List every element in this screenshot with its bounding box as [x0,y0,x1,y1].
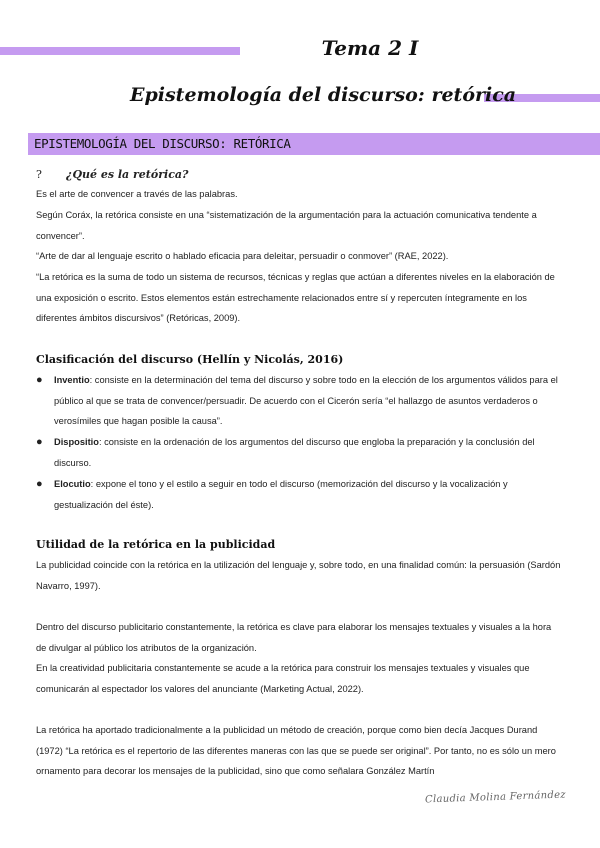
intro-paragraph: Es el arte de convencer a través de las palabras. [36,189,238,199]
term-dispositio: Dispositio [54,437,99,447]
list-item [36,370,564,432]
intro-paragraph: “Arte de dar al lenguaje escrito o hablado eficacia para deleitar, persuadir o conmover” (RAE, 2022). [36,251,449,261]
section-banner-label: EPISTEMOLOGÍA DEL DISCURSO: RETÓRICA [34,136,291,151]
list-item [36,432,564,473]
classification-heading: Clasificación del discurso (Hellín y Nicolás, 2016) [36,353,344,366]
term-elocutio: Elocutio [54,479,91,489]
question-heading [36,168,188,181]
intro-paragraph: Según Coráx, la retórica consiste en una “sistematización de la argumentación para la actuación comunicativa tendente a convencer”. [36,210,537,241]
term-description: : consiste en la determinación del tema del discurso y sobre todo en la elección de los argumentos válidos para el público al que se trata de convencer/persuadir. De acuerdo con el Cicerón sería “el hallazgo de asuntos verdaderos o verosímiles que hagan posible la causa”. [54,375,558,427]
section-banner [28,133,600,155]
question-text: ¿Qué es la retórica? [66,168,189,181]
utility-paragraph: Dentro del discurso publicitario constantemente, la retórica es clave para elaborar los mensajes textuales y visuales a la hora de divulgar al público los atributos de la organización. [36,622,552,653]
bullet-icon: ● [36,374,43,386]
bullet-icon: ● [36,436,43,448]
bullet-icon: ● [36,478,43,490]
list-item [36,474,564,515]
author-signature: Claudia Molina Fernández [424,789,567,806]
utility-paragraph: La retórica ha aportado tradicionalmente a la publicidad un método de creación, porque como bien decía Jacques Durand (1972) “La retórica es el repertorio de las diferentes maneras con las que se puede ser original”. Por tanto, no es sólo un mero ornamento para decorar los mensajes de la publicidad, sino que como señalara González Martín [36,725,556,777]
term-description: : consiste en la ordenación de los argumentos del discurso que engloba la preparación y la conclusión del discurso. [54,437,535,468]
utility-paragraph: En la creatividad publicitaria constantemente se acude a la retórica para construir los mensajes textuales y visuales que comunicarán al espectador los valores del anunciante (Marketing Actual, 2022). [36,663,530,694]
page-title: Tema 2 I [321,36,419,60]
question-mark-icon: ? [36,168,42,181]
term-description: : expone el tono y el estilo a seguir en todo el discurso (memorización del discurso y la vocalización y gestualización del éste). [54,479,508,510]
utility-heading: Utilidad de la retórica en la publicidad [36,538,276,551]
utility-paragraph: La publicidad coincide con la retórica en la utilización del lenguaje y, sobre todo, en una finalidad común: la persuasión (Sardón Navarro, 1997). [36,560,561,591]
intro-paragraph: “La retórica es la suma de todo un sistema de recursos, técnicas y reglas que actúan a diferentes niveles en la elaboración de una exposición o escrito. Estos elementos están estrechamente relacionados entre sí y repercuten íntegramente en los diferentes ámbitos discursivos” (Retóricas, 2009). [36,272,555,324]
term-inventio: Inventio [54,375,90,385]
page-subtitle: Epistemología del discurso: retórica [130,84,517,106]
